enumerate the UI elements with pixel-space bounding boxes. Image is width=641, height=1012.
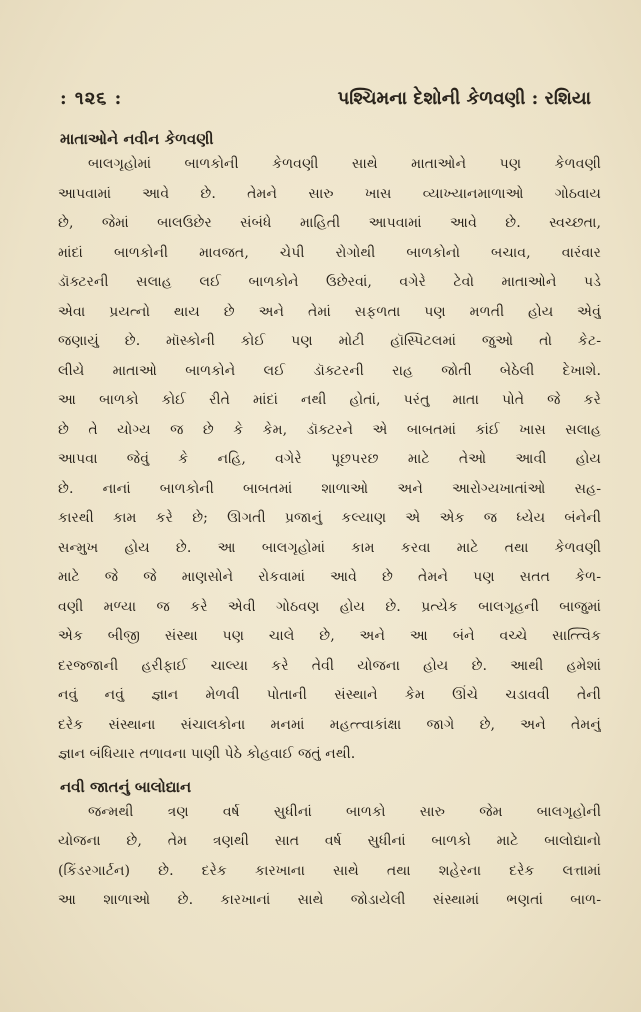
text-line: જ્ઞાન બંધિયાર તળાવના પાણી પેઠે કોહવાઈ જતું નથી. xyxy=(58,746,356,762)
text-line: વણી મળ્યા જ કરે એવી ગોઠવણ હોય છે. પ્રત્યેક બાલગૃહની બાજુમાં xyxy=(58,598,601,615)
text-line: નવું નવું જ્ઞાન મેળવી પોતાની સંસ્થાને કેમ ઊંચે ચડાવવી તેની xyxy=(58,687,601,703)
text-line: છે, જેમાં બાલઉછેર સંબંધે માહિતી આપવામાં આવે છે. સ્વચ્છતા, xyxy=(58,215,601,231)
section-1-paragraph xyxy=(58,150,601,770)
text-line: આપવામાં આવે છે. તેમને સારુ ખાસ વ્યાખ્યાનમાળાઓ ગોઠવાય xyxy=(58,185,601,202)
text-line: આ બાળકો કોઈ રીતે માંદાં નથી હોતાં, પરંતુ માતા પોતે જે કરે xyxy=(58,392,601,408)
text-line: ડૉક્ટરની સલાહ લઈ બાળકોને ઉછેરવાં, વગેરે ટેવો માતાઓને પડે xyxy=(58,274,601,290)
text-line: (કિંડરગાર્ટન) છે. દરેક કારખાના સાથે તથા શહેરના દરેક લત્તામાં xyxy=(58,862,601,879)
text-line: છે તે યોગ્ય જ છે કે કેમ, ડૉક્ટરને એ બાબતમાં કાંઈ ખાસ સલાહ xyxy=(58,421,601,438)
text-line: દરજ્જાની હરીફાઈ ચાલ્યા કરે તેવી યોજના હોય છે. આથી હમેશાં xyxy=(58,657,601,674)
page-number: : ૧૨૬ : xyxy=(60,88,123,109)
running-title: પશ્ચિમના દેશોની કેળવણી : રશિયા xyxy=(337,88,591,109)
text-line: એક બીજી સંસ્થા પણ ચાલે છે, અને આ બંને વચ્ચે સાત્ત્વિક xyxy=(58,628,601,644)
section-heading: માતાઓને નવીન કેળવણી xyxy=(60,130,214,148)
text-line: લીયે માતાઓ બાળકોને લઈ ડૉક્ટરની રાહ જોતી બેઠેલી દેખાશે. xyxy=(58,362,601,379)
text-line: યોજના છે, તેમ ત્રણથી સાત વર્ષ સુધીનાં બાળકો માટે બાલોદ્યાનો xyxy=(58,833,601,849)
text-line: માટે જે જે માણસોને રોકવામાં આવે છે તેમને પણ સતત કેળ- xyxy=(58,569,601,585)
text-line: સન્મુખ હોય છે. આ બાલગૃહોમાં કામ કરવા માટે તથા કેળવણી xyxy=(58,539,601,556)
text-line: આપવા જેવું કે નહિ, વગેરે પૂછપરછ માટે તેઓ આવી હોય xyxy=(58,451,601,467)
section-heading: નવી જાતનું બાલોદ્યાન xyxy=(60,777,192,796)
page-header xyxy=(60,88,591,118)
text-line: એવા પ્રયત્નો થાય છે અને તેમાં સફળતા પણ મળતી હોય એવું xyxy=(58,303,601,320)
text-line: જણાયું છે. મૉસ્કોની કોઈ પણ મોટી હૉસ્પિટલમાં જુઓ તો કેટ- xyxy=(58,333,601,349)
text-line: બાલગૃહોમાં બાળકોની કેળવણી સાથે માતાઓને પણ કેળવણી xyxy=(88,156,601,172)
text-line: આ શાળાઓ છે. કારખાનાં સાથે જોડાયેલી સંસ્થામાં ભણતાં બાળ- xyxy=(58,892,601,908)
text-line: કારથી કામ કરે છે; ઊગતી પ્રજાનું કલ્યાણ એ એક જ ધ્યેય બંનેની xyxy=(58,510,601,526)
text-line: માંદાં બાળકોની માવજત, ચેપી રોગોથી બાળકોનો બચાવ, વારંવાર xyxy=(58,244,601,261)
text-line: દરેક સંસ્થાના સંચાલકોના મનમાં મહત્ત્વાકાંક્ષા જાગે છે, અને તેમનું xyxy=(58,716,601,733)
section-2-paragraph xyxy=(58,798,601,916)
page-body xyxy=(58,128,601,916)
text-line: જન્મથી ત્રણ વર્ષ સુધીનાં બાળકો સારુ જેમ બાલગૃહોની xyxy=(88,803,601,820)
text-line: છે. નાનાં બાળકોની બાબતમાં શાળાઓ અને આરોગ્યખાતાંઓ સહ- xyxy=(58,480,601,497)
